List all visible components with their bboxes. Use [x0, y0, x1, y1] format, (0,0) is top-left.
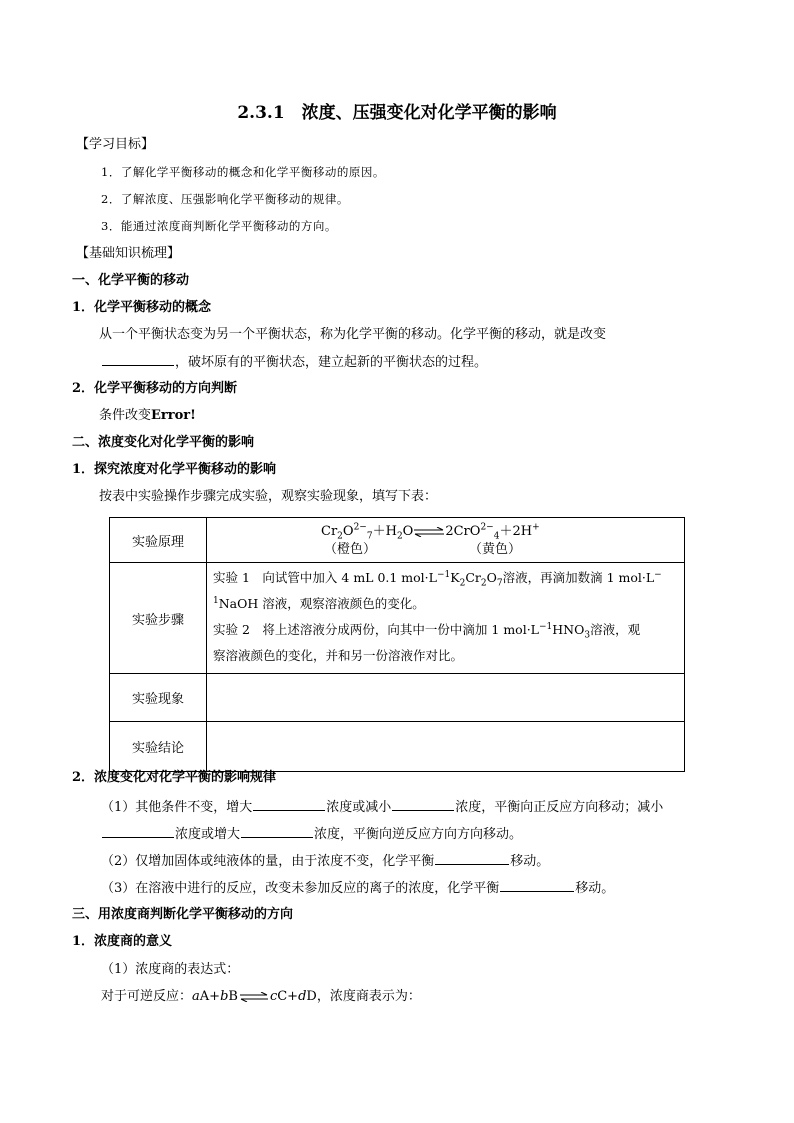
paragraph: 按表中实验操作步骤完成实验，观察实验现象，填写下表：	[99, 489, 438, 504]
reaction-equation-cell	[207, 518, 685, 563]
paragraph: 从一个平衡状态变为另一个平衡状态，称为化学平衡的移动。化学平衡的移动，就是改变	[99, 327, 607, 342]
objective-item: 2．了解浓度、压强影响化学平衡移动的规律。	[101, 192, 349, 206]
objectives-heading: 【学习目标】	[76, 137, 155, 152]
subsection-heading: 2．浓度变化对化学平衡的影响规律	[72, 770, 277, 785]
fill-blank[interactable]	[500, 878, 574, 892]
paragraph: （1）浓度商的表达式：	[101, 962, 240, 977]
subsection-heading: 1．探究浓度对化学平衡移动的影响	[72, 462, 277, 477]
table-label-cell: 实验结论	[110, 722, 207, 772]
section-heading: 二、浓度变化对化学平衡的影响	[72, 435, 255, 450]
color-label-orange: （橙色）	[324, 542, 377, 557]
equilibrium-arrow-icon	[413, 527, 445, 537]
table-label-cell: 实验步骤	[110, 563, 207, 674]
rule-1: （1）其他条件不变，增大 浓度或减小 浓度，平衡向正反应方向移动；减小	[101, 797, 663, 818]
subsection-heading: 2．化学平衡移动的方向判断	[72, 381, 238, 396]
experiment-2-text: 实验 2 将上述溶液分成两份，向其中一份中滴加 1 $mol\cdot L^{-1}HNO_3$溶液，观	[213, 621, 641, 641]
table-row	[110, 563, 685, 674]
experiment-1-text-cont: $^1$NaOH 溶液，观察溶液颜色的变化。	[213, 595, 425, 611]
conclusion-cell[interactable]	[207, 722, 685, 772]
rule-3: （3）在溶液中进行的反应，改变未参加反应的离子的浓度，化学平衡 移动。	[101, 878, 614, 899]
subsection-heading: 1．浓度商的意义	[72, 934, 173, 949]
fill-blank[interactable]	[102, 824, 174, 838]
color-label-yellow: （黄色）	[469, 542, 522, 557]
fill-blank[interactable]	[392, 797, 454, 811]
section-heading: 一、化学平衡的移动	[72, 273, 190, 288]
section-heading: 三、用浓度商判断化学平衡移动的方向	[72, 907, 294, 922]
rule-2: （2）仅增加固体或纯液体的量，由于浓度不变，化学平衡 移动。	[101, 851, 549, 872]
observation-cell[interactable]	[207, 674, 685, 722]
table-row	[110, 722, 685, 772]
rule-1-cont: 浓度或增大 浓度，平衡向逆反应方向方向移动。	[101, 824, 522, 845]
page-title: 2.3.1 浓度、压强变化对化学平衡的影响	[237, 103, 557, 123]
experiment-2-text-cont: 察溶液颜色的变化，并和另一份溶液作对比。	[213, 648, 464, 663]
reaction-equation: $Cr_2O^{2-}_7+H_2O$ 2CrO$^{2-}_4$＋2H+	[321, 522, 540, 542]
fill-blank[interactable]	[435, 851, 509, 865]
reversible-reaction-line: 对于可逆反应：aA+bB cC+dD，浓度商表示为：	[101, 989, 421, 1004]
objective-item: 3．能通过浓度商判断化学平衡移动的方向。	[101, 219, 337, 233]
basics-heading: 【基础知识梳理】	[76, 246, 181, 261]
table-row	[110, 674, 685, 722]
equilibrium-arrow-icon	[238, 992, 270, 1002]
paragraph: ，破坏原有的平衡状态，建立起新的平衡状态的过程。	[101, 352, 487, 373]
paragraph: 条件改变Error!	[99, 408, 196, 423]
fill-blank[interactable]	[102, 352, 174, 366]
subsection-heading: 1．化学平衡移动的概念	[72, 300, 212, 315]
experiment-1-text: 实验 1 向试管中加入 4 mL 0.1 $mol\cdot L^{-1}K_2Cr_2O_7$溶液，再滴加数滴 1 mol·L−	[213, 569, 662, 589]
experiment-table	[109, 517, 685, 772]
objective-item: 1．了解化学平衡移动的概念和化学平衡移动的原因。	[101, 165, 385, 179]
fill-blank[interactable]	[241, 824, 313, 838]
table-row	[110, 518, 685, 563]
experiment-steps-cell	[207, 563, 685, 674]
fill-blank[interactable]	[253, 797, 325, 811]
table-label-cell: 实验原理	[110, 518, 207, 563]
table-label-cell: 实验现象	[110, 674, 207, 722]
